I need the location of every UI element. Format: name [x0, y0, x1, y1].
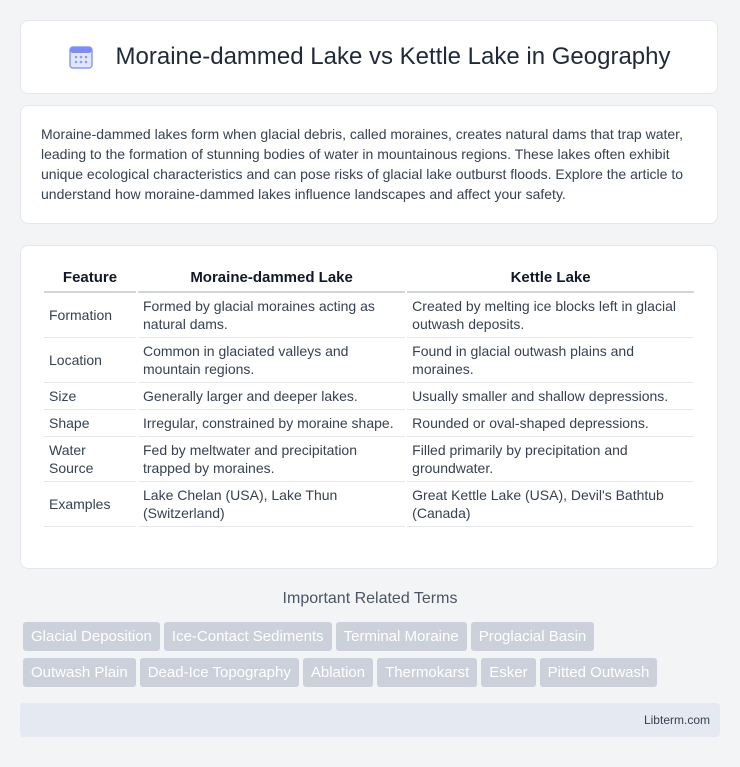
intro-text: Moraine-dammed lakes form when glacial debris, called moraines, creates natural dams that trap water, leading to the formation of stunning bodies of water in mountainous regions. These lakes often exhibit unique ecological characteristics and can pose risks of glacial lake outburst floods. Explore the article to understand how moraine-dammed lakes influence landscapes and affect your safety.: [41, 126, 684, 202]
table-row: [44, 293, 694, 338]
row-moraine: Common in glaciated valleys and mountain regions.: [138, 338, 405, 383]
table-row: [44, 410, 694, 437]
row-kettle: Great Kettle Lake (USA), Devil's Bathtub (Canada): [407, 482, 694, 527]
header-moraine: Moraine-dammed Lake: [138, 264, 405, 293]
footer: [20, 703, 720, 737]
term-tag[interactable]: Ablation: [303, 658, 373, 687]
table-row: [44, 482, 694, 527]
row-kettle: Found in glacial outwash plains and moraines.: [407, 338, 694, 383]
footer-site-link[interactable]: Libterm.com: [643, 713, 710, 727]
row-moraine: Generally larger and deeper lakes.: [138, 383, 405, 410]
row-moraine: Irregular, constrained by moraine shape.: [138, 410, 405, 437]
row-feature: Water Source: [44, 437, 136, 482]
header-card: [20, 20, 718, 94]
row-kettle: Rounded or oval-shaped depressions.: [407, 410, 694, 437]
row-feature: Shape: [44, 410, 136, 437]
term-tag[interactable]: Esker: [481, 658, 535, 687]
row-feature: Size: [44, 383, 136, 410]
term-tag[interactable]: Proglacial Basin: [471, 622, 595, 651]
term-tag[interactable]: Dead-Ice Topography: [140, 658, 299, 687]
term-tag[interactable]: Thermokarst: [377, 658, 477, 687]
row-moraine: Formed by glacial moraines acting as natural dams.: [138, 293, 405, 338]
row-kettle: Created by melting ice blocks left in glacial outwash deposits.: [407, 293, 694, 338]
intro-card: [20, 105, 718, 224]
term-tag[interactable]: Glacial Deposition: [23, 622, 160, 651]
term-tag[interactable]: Outwash Plain: [23, 658, 136, 687]
table-row: [44, 338, 694, 383]
row-kettle: Usually smaller and shallow depressions.: [407, 383, 694, 410]
table-row: [44, 437, 694, 482]
term-tag[interactable]: Pitted Outwash: [540, 658, 658, 687]
header-feature: Feature: [44, 264, 136, 293]
row-kettle: Filled primarily by precipitation and groundwater.: [407, 437, 694, 482]
row-moraine: Fed by meltwater and precipitation trapped by moraines.: [138, 437, 405, 482]
calendar-icon: [68, 44, 94, 70]
row-feature: Examples: [44, 482, 136, 527]
page-title: Moraine-dammed Lake vs Kettle Lake in Geography: [115, 43, 671, 70]
comparison-table-card: [20, 245, 718, 569]
table-row: [44, 383, 694, 410]
comparison-table: [42, 264, 696, 527]
row-feature: Location: [44, 338, 136, 383]
related-terms-title: Important Related Terms: [282, 590, 458, 607]
term-tag[interactable]: Ice-Contact Sediments: [164, 622, 332, 651]
table-header-row: [44, 264, 694, 293]
related-terms-list: [23, 622, 723, 694]
row-moraine: Lake Chelan (USA), Lake Thun (Switzerland): [138, 482, 405, 527]
row-feature: Formation: [44, 293, 136, 338]
term-tag[interactable]: Terminal Moraine: [336, 622, 467, 651]
header-kettle: Kettle Lake: [407, 264, 694, 293]
